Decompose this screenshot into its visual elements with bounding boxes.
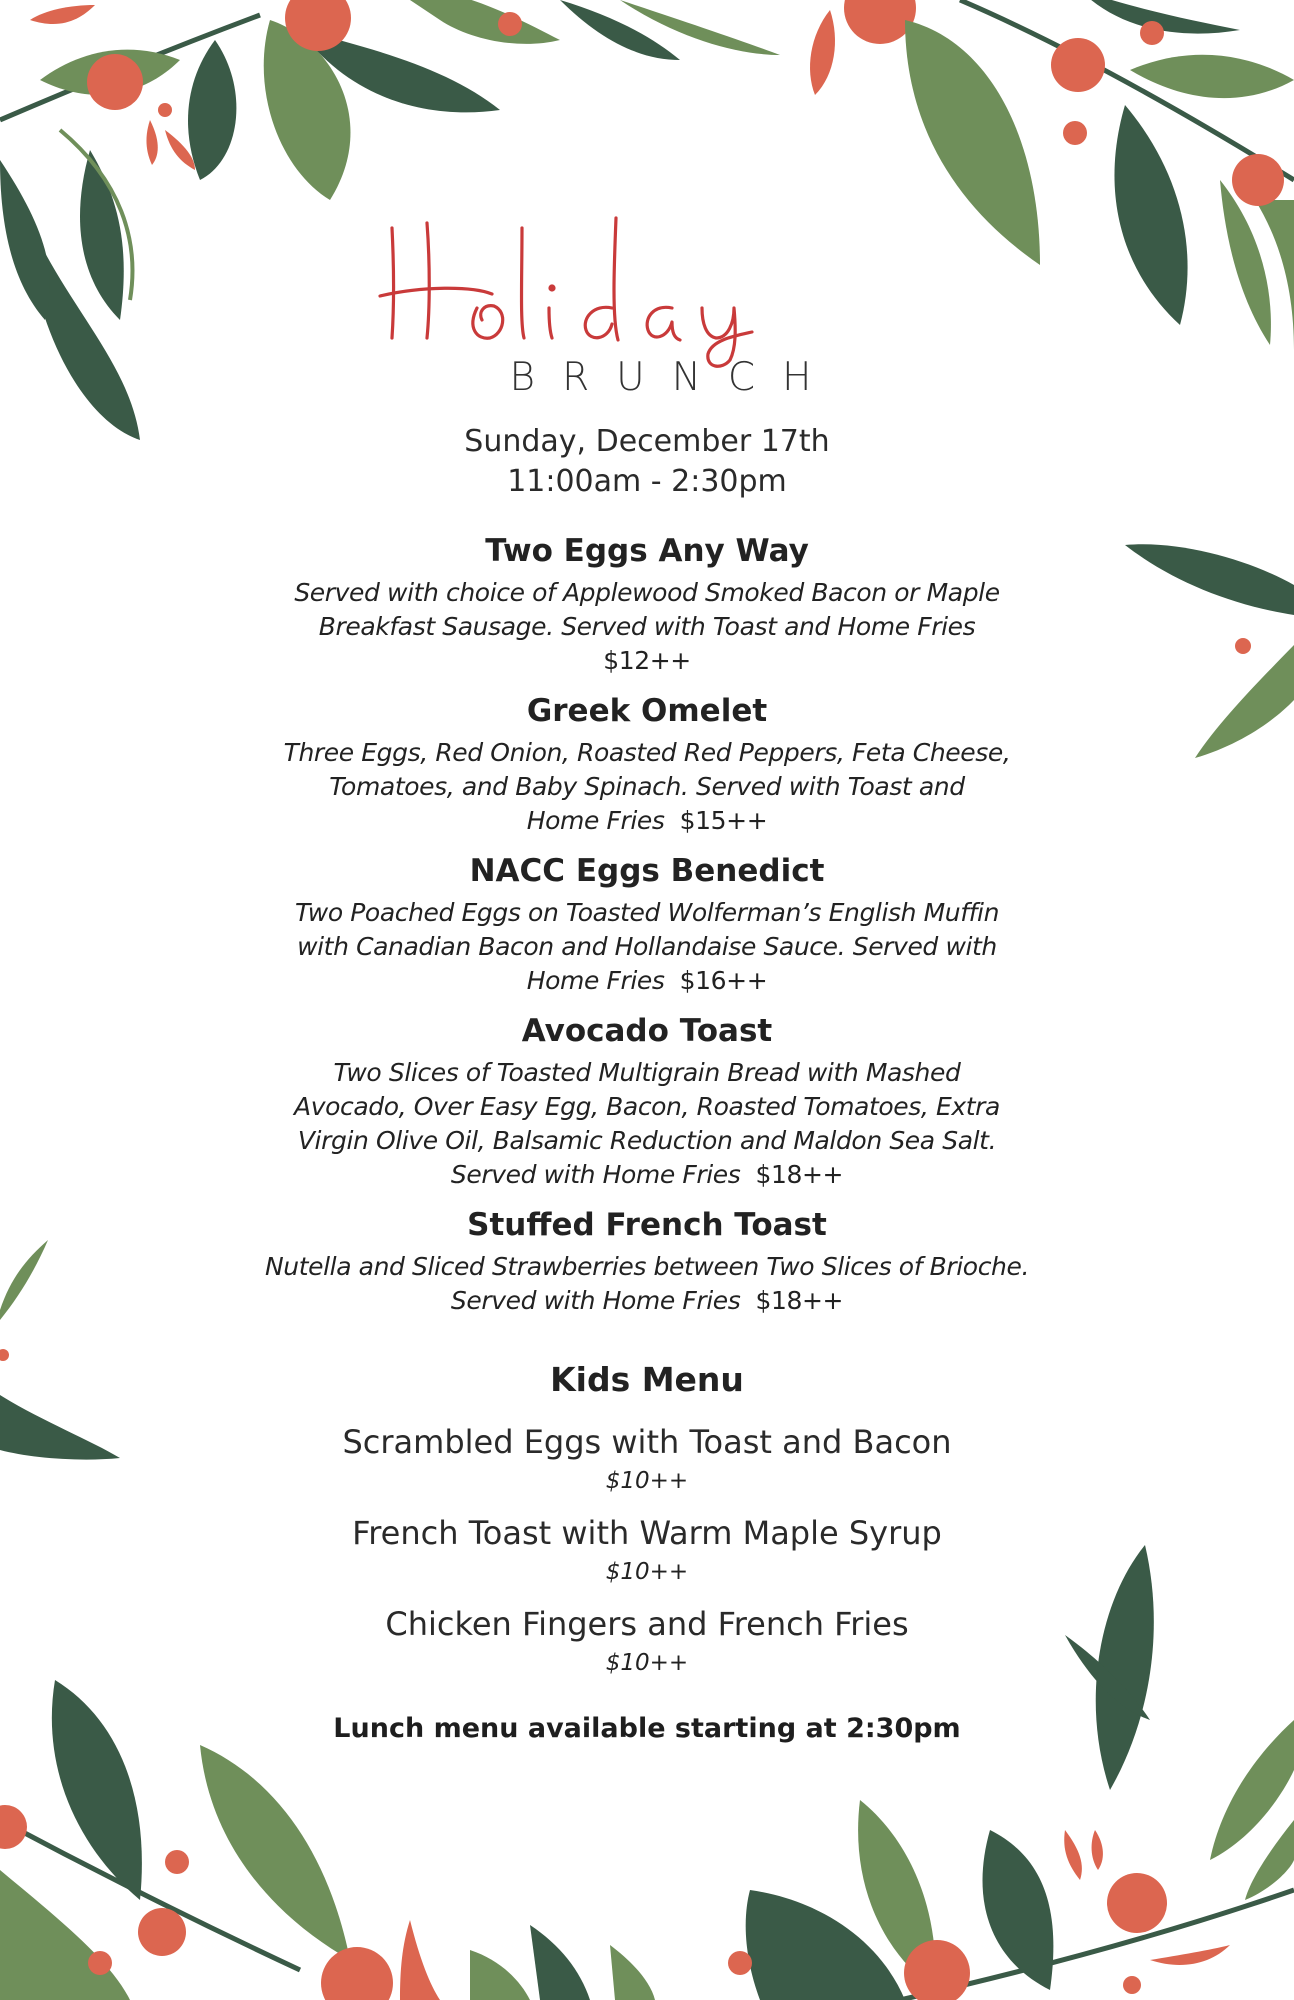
menu-item-price: $18++ (755, 1286, 844, 1315)
menu-item-name: Avocado Toast (521, 1013, 773, 1049)
brunch-subtitle: BRUNCH (509, 355, 839, 400)
menu-item-price: $16++ (679, 966, 768, 995)
kids-item-name: Chicken Fingers and French Fries (385, 1605, 909, 1643)
holiday-script-title (372, 208, 892, 368)
menu-item-price: $12++ (603, 646, 691, 675)
kids-item-price: $10++ (605, 1468, 689, 1494)
menu-item-name: NACC Eggs Benedict (469, 853, 825, 889)
menu-item-name: Greek Omelet (526, 693, 768, 729)
lunch-menu-note: Lunch menu available starting at 2:30pm (333, 1713, 961, 1744)
kids-item-name: French Toast with Warm Maple Syrup (352, 1514, 942, 1552)
kids-item-name: Scrambled Eggs with Toast and Bacon (342, 1423, 952, 1461)
menu-item-description: Served with choice of Applewood Smoked Bacon or Maple Breakfast Sausage. Served with Toast and Home Fries $12++ (0, 576, 1294, 678)
menu-item-description: Nutella and Sliced Strawberries between Two Slices of Brioche. Served with Home Fries $18++ (264, 1252, 1030, 1315)
menu-item-name: Stuffed French Toast (467, 1207, 827, 1243)
kids-menu-title: Kids Menu (550, 1360, 744, 1399)
event-date: Sunday, December 17th (464, 424, 830, 459)
menu-item-price: $18++ (755, 1160, 844, 1189)
menu-item-price: $15++ (679, 806, 768, 835)
kids-item-price: $10++ (605, 1650, 689, 1676)
menu-item-description: Three Eggs, Red Onion, Roasted Red Peppers, Feta Cheese, Tomatoes, and Baby Spinach. Served with Toast and Home Fries $15++ (283, 738, 1011, 835)
event-hours: 11:00am - 2:30pm (507, 464, 787, 499)
menu-item-name: Two Eggs Any Way (485, 533, 809, 569)
kids-item-price: $10++ (605, 1559, 689, 1585)
menu-item-description: Two Poached Eggs on Toasted Wolferman’s English Muffin with Canadian Bacon and Hollandaise Sauce. Served with Home Fries $16++ (294, 898, 1000, 995)
menu-item-description: Two Slices of Toasted Multigrain Bread with Mashed Avocado, Over Easy Egg, Bacon, Roasted Tomatoes, Extra Virgin Olive Oil, Balsamic Reduction and Maldon Sea Salt. Served with Home Fries $18++ (294, 1058, 1000, 1189)
